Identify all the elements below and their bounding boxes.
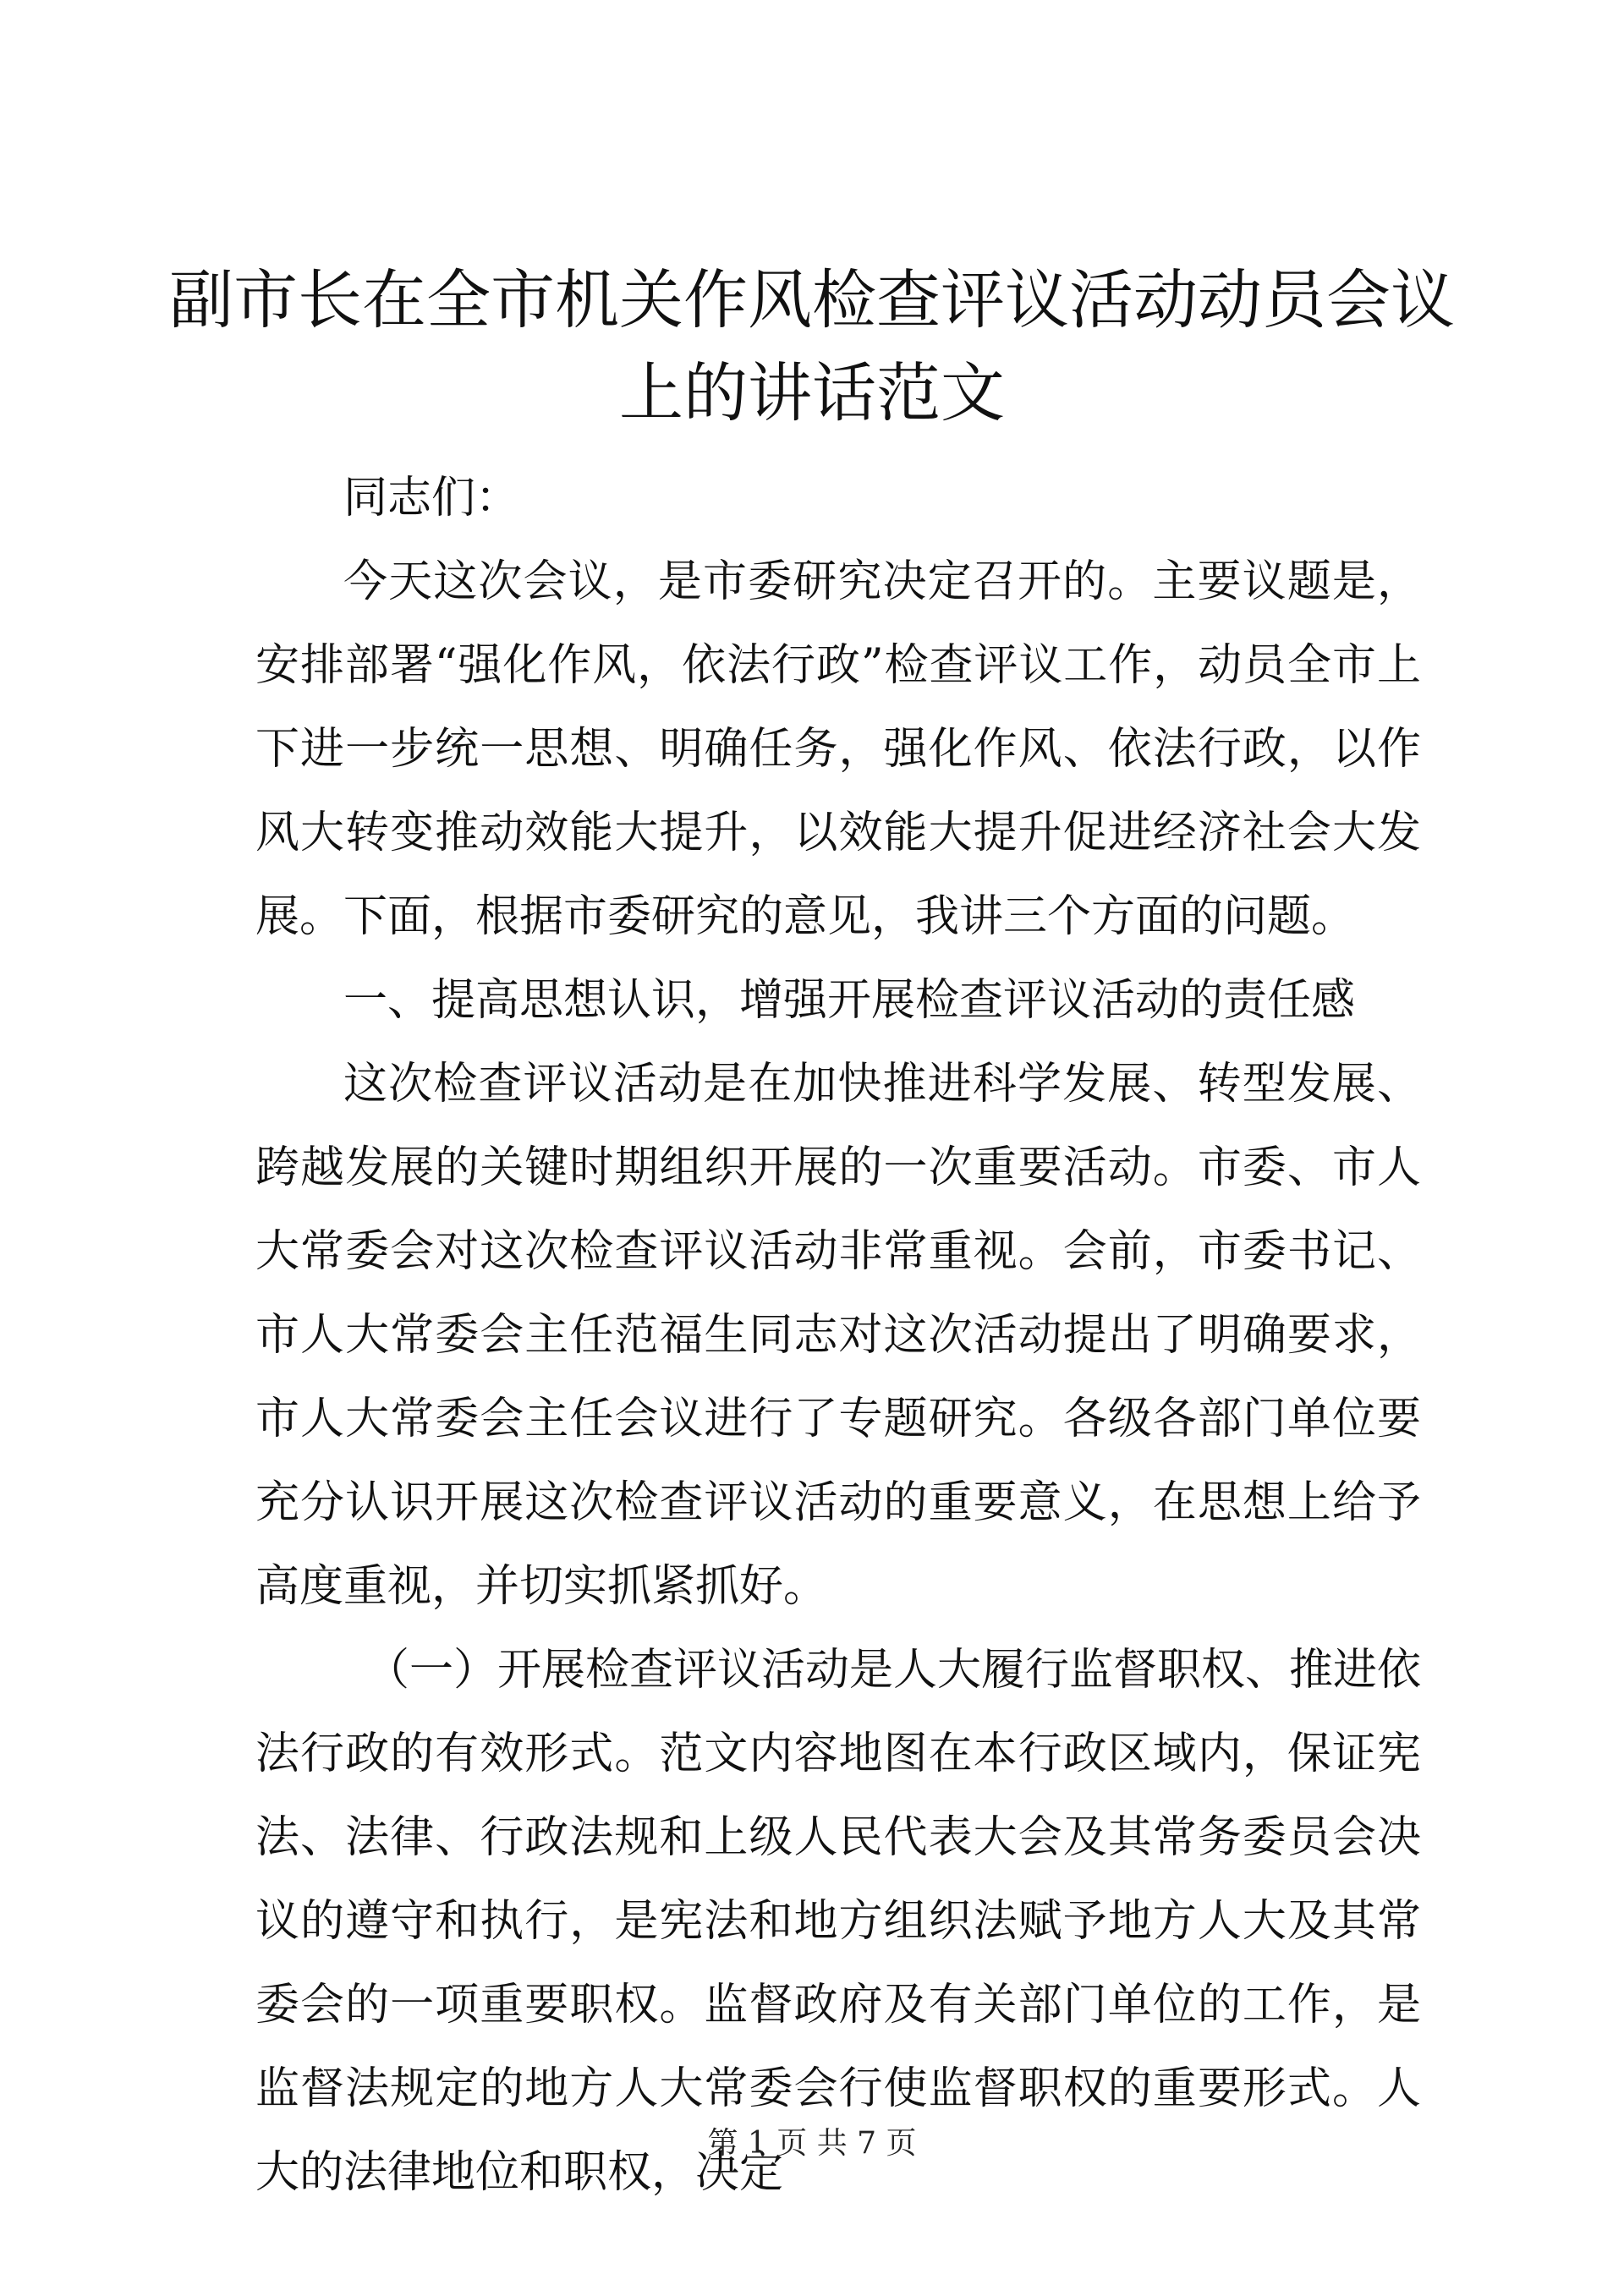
paragraph-intro: 今天这次会议，是市委研究决定召开的。主要议题是，安排部署“强化作风，依法行政”检查评议工作，动员全市上下进一步统一思想、明确任务，强化作风、依法行政，以作风大转变推动效能大提升，以效能大提升促进经济社会大发展。下面，根据市委研究的意见，我讲三个方面的问题。 xyxy=(255,556,1421,942)
paragraph-significance: 这次检查评议活动是在加快推进科学发展、转型发展、跨越发展的关键时期组织开展的一次重要活动。市委、市人大常委会对这次检查评议活动非常重视。会前，市委书记、市人大常委会主任范福生同志对这次活动提出了明确要求，市人大常委会主任会议进行了专题研究。各级各部门单位要充分认识开展这次检查评议活动的重要意义，在思想上给予高度重视，并切实抓紧抓好。 xyxy=(255,1059,1421,1612)
section-heading-1: 一、提高思想认识，增强开展检查评议活动的责任感 xyxy=(343,975,1356,1026)
greeting: 同志们： xyxy=(343,473,520,523)
document-title: 副市长在全市机关作风检查评议活动动员会议上的讲话范文 xyxy=(169,262,1455,430)
document-body xyxy=(255,457,1421,2215)
page-number-footer: 第 1 页 共 7 页 xyxy=(707,2126,917,2161)
paragraph-subsection-1: （一）开展检查评议活动是人大履行监督职权、推进依法行政的有效形式。范文内容地图在本行政区域内，保证宪法、法律、行政法规和上级人民代表大会及其常务委员会决议的遵守和执行，是宪法和地方组织法赋予地方人大及其常委会的一项重要职权。监督政府及有关部门单位的工作，是监督法规定的地方人大常委会行使监督职权的重要形式。人大的法律地位和职权，决定 xyxy=(255,1645,1422,2198)
